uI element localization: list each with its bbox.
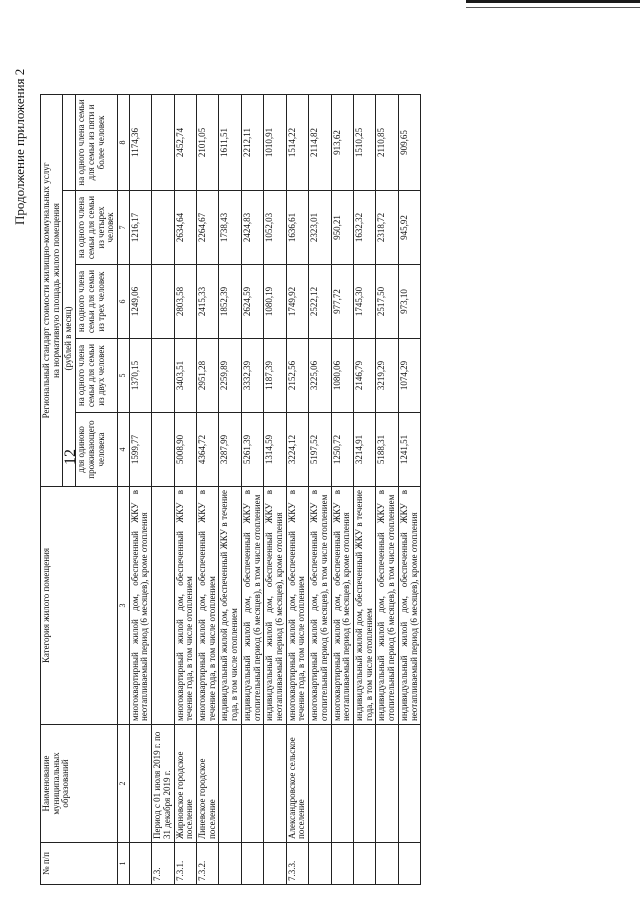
standard-value: 2522,12	[309, 265, 331, 339]
index-cell: 3	[118, 487, 130, 725]
standard-value: 4364,72	[196, 413, 218, 487]
housing-category: индивидуальный жилой дом, обеспеченный ЖКУ в отопительный период (6 месяцев), в том числе отоплением	[241, 487, 263, 725]
standard-value: 2318,72	[376, 191, 398, 265]
table-row	[241, 95, 263, 885]
table-row	[152, 95, 174, 885]
housing-category: многоквартирный жилой дом, обеспеченный ЖКУ в отопительный период (6 месяцев), в том числе отоплением	[309, 487, 331, 725]
row-number	[354, 843, 376, 885]
housing-category: многоквартирный жилой дом, обеспеченный ЖКУ в неотапливаемый период (6 месяцев), кроме отопления	[129, 487, 151, 725]
standard-value: 2264,67	[196, 191, 218, 265]
standard-value: 3403,51	[174, 339, 196, 413]
table-row	[331, 95, 353, 885]
standard-value: 3287,99	[219, 413, 241, 487]
header-standard-top: Региональный стандарт стоимости жилищно-коммунальных услуг	[41, 162, 51, 419]
header-sub-4: на одного члена семьи для семьи из четырех человек	[76, 191, 118, 265]
standard-value: 2259,89	[219, 339, 241, 413]
standard-value: 1074,29	[398, 339, 420, 413]
standard-value: 1080,06	[331, 339, 353, 413]
table-row	[309, 95, 331, 885]
standard-value	[152, 191, 174, 265]
row-number	[264, 843, 286, 885]
housing-category: индивидуальный жилой дом, обеспеченный ЖКУ в течение года, в том числе отоплением	[354, 487, 376, 725]
standard-value	[152, 95, 174, 191]
standard-value: 1852,39	[219, 265, 241, 339]
row-number	[331, 843, 353, 885]
table-body	[129, 95, 421, 885]
index-cell: 6	[118, 265, 130, 339]
standard-value: 973,10	[398, 265, 420, 339]
page-number: 12	[62, 449, 79, 465]
standard-value: 1249,06	[129, 265, 151, 339]
table-row	[354, 95, 376, 885]
standard-value: 2323,01	[309, 191, 331, 265]
municipality-name: Александровское сельское поселение	[286, 725, 308, 843]
housing-category: многоквартирный жилой дом, обеспеченный ЖКУ в течение года, в том числе отоплением	[174, 487, 196, 725]
standard-value: 1749,92	[286, 265, 308, 339]
standard-value	[152, 265, 174, 339]
row-number	[376, 843, 398, 885]
appendix-title: Продолжение приложения 2	[12, 68, 27, 225]
municipality-name	[309, 725, 331, 843]
standard-value: 2517,50	[376, 265, 398, 339]
municipality-name	[241, 725, 263, 843]
header-standard-unit: (рублей в месяц)	[63, 191, 76, 487]
header-sub-2: на одного члена семьи для семьи из двух человек	[76, 339, 118, 413]
table-row	[264, 95, 286, 885]
row-number	[398, 843, 420, 885]
standard-value: 950,21	[331, 191, 353, 265]
standard-value: 2803,58	[174, 265, 196, 339]
standard-value: 2152,56	[286, 339, 308, 413]
municipality-name	[398, 725, 420, 843]
header-no: № п/п	[41, 843, 118, 885]
housing-category: многоквартирный жилой дом, обеспеченный ЖКУ в течение года, в том числе отоплением	[286, 487, 308, 725]
index-cell: 2	[118, 725, 130, 843]
housing-category: многоквартирный жилой дом, обеспеченный ЖКУ в течение года, в том числе отоплением	[196, 487, 218, 725]
housing-category: индивидуальный жилой дом, обеспеченный ЖКУ в течение года, в том числе отоплением	[219, 487, 241, 725]
standard-value: 1514,22	[286, 95, 308, 191]
row-number	[241, 843, 263, 885]
standard-value: 5197,52	[309, 413, 331, 487]
standard-value: 5261,39	[241, 413, 263, 487]
table-row	[398, 95, 420, 885]
standard-value: 2114,82	[309, 95, 331, 191]
standard-value: 2415,33	[196, 265, 218, 339]
standard-value: 1636,61	[286, 191, 308, 265]
municipality-name	[376, 725, 398, 843]
standard-value: 1080,19	[264, 265, 286, 339]
standard-value: 2212,11	[241, 95, 263, 191]
header-unit-spacer	[63, 95, 76, 191]
standard-value: 1611,51	[219, 95, 241, 191]
standard-value: 1599,77	[129, 413, 151, 487]
standard-value: 5188,31	[376, 413, 398, 487]
index-cell: 4	[118, 413, 130, 487]
header-sub-1: для одиноко проживающего человека	[76, 413, 118, 487]
standard-value: 2101,05	[196, 95, 218, 191]
header-standard	[41, 95, 63, 487]
header-category: Категория жилого помещения	[41, 487, 118, 725]
standard-value: 2424,83	[241, 191, 263, 265]
standard-value: 2634,64	[174, 191, 196, 265]
row-number	[219, 843, 241, 885]
standard-value: 3224,12	[286, 413, 308, 487]
standard-value: 1738,43	[219, 191, 241, 265]
standard-value: 1241,51	[398, 413, 420, 487]
municipality-name: Линевское городское поселение	[196, 725, 218, 843]
standard-value: 1745,30	[354, 265, 376, 339]
standard-value: 1314,59	[264, 413, 286, 487]
municipality-name	[331, 725, 353, 843]
standard-value	[152, 413, 174, 487]
municipality-name	[219, 725, 241, 843]
standard-value: 1632,32	[354, 191, 376, 265]
index-cell: 8	[118, 95, 130, 191]
standard-value: 1250,72	[331, 413, 353, 487]
row-number: 7.3.	[152, 843, 174, 885]
municipality-name: Жирновское городское поселение	[174, 725, 196, 843]
standard-value: 2624,59	[241, 265, 263, 339]
housing-category: индивидуальный жилой дом, обеспеченный ЖКУ в неотапливаемый период (6 месяцев), кроме отопления	[398, 487, 420, 725]
standard-value: 977,72	[331, 265, 353, 339]
standard-value: 1187,39	[264, 339, 286, 413]
standard-value	[152, 339, 174, 413]
table-row	[196, 95, 218, 885]
housing-category: индивидуальный жилой дом, обеспеченный ЖКУ в отопительный период (6 месяцев), в том числе отоплением	[376, 487, 398, 725]
table-row	[376, 95, 398, 885]
standard-value: 1216,17	[129, 191, 151, 265]
standard-value: 2146,79	[354, 339, 376, 413]
standard-value: 945,92	[398, 191, 420, 265]
housing-category: индивидуальный жилой дом, обеспеченный ЖКУ в неотапливаемый период (6 месяцев), кроме отопления	[264, 487, 286, 725]
municipality-name: Период с 01 июля 2019 г. по 31 декабря 2019 г.	[152, 725, 174, 843]
housing-category: многоквартирный жилой дом, обеспеченный ЖКУ в неотапливаемый период (6 месяцев), кроме отопления	[331, 487, 353, 725]
row-number	[309, 843, 331, 885]
standard-value: 3214,91	[354, 413, 376, 487]
header-sub-5: на одного члена семьи для семьи из пяти и более человек	[76, 95, 118, 191]
index-cell: 5	[118, 339, 130, 413]
header-name: Наименование муниципальных образований	[41, 725, 118, 843]
index-cell: 7	[118, 191, 130, 265]
standard-value: 2951,28	[196, 339, 218, 413]
table-row	[129, 95, 151, 885]
standard-value: 1052,03	[264, 191, 286, 265]
standard-value: 1510,25	[354, 95, 376, 191]
row-number: 7.3.3.	[286, 843, 308, 885]
standards-table	[40, 94, 421, 885]
standard-value: 2110,85	[376, 95, 398, 191]
standard-value: 913,62	[331, 95, 353, 191]
housing-category	[152, 487, 174, 725]
table-row	[286, 95, 308, 885]
municipality-name	[354, 725, 376, 843]
index-cell: 1	[118, 843, 130, 885]
standard-value: 5008,90	[174, 413, 196, 487]
standard-value: 3332,39	[241, 339, 263, 413]
standard-value: 1010,91	[264, 95, 286, 191]
municipality-name	[264, 725, 286, 843]
municipality-name	[129, 725, 151, 843]
standard-value: 3219,29	[376, 339, 398, 413]
row-number: 7.3.2.	[196, 843, 218, 885]
table-row	[219, 95, 241, 885]
header-sub-3: на одного члена семьи для семьи из трех человек	[76, 265, 118, 339]
standard-value: 1174,36	[129, 95, 151, 191]
table-row	[174, 95, 196, 885]
standard-value: 1370,15	[129, 339, 151, 413]
row-number: 7.3.1.	[174, 843, 196, 885]
standard-value: 909,65	[398, 95, 420, 191]
standard-value: 2452,74	[174, 95, 196, 191]
standard-value: 3225,06	[309, 339, 331, 413]
row-number	[129, 843, 151, 885]
header-standard-sub: на нормативную площадь жилого помещения	[50, 203, 61, 378]
